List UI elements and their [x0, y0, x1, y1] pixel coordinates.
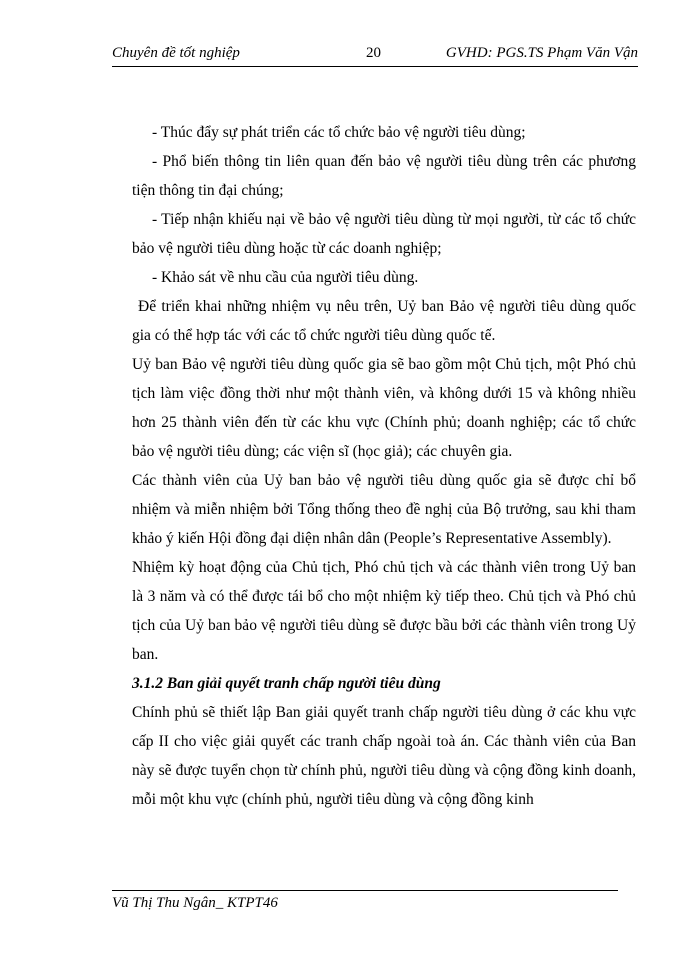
bullet-item: - Phổ biến thông tin liên quan đến bảo vệ người tiêu dùng trên các phương tiện thông tin đại chúng; — [132, 153, 636, 199]
paragraph: Nhiệm kỳ hoạt động của Chủ tịch, Phó chủ tịch và các thành viên trong Uỷ ban là 3 năm và có thể được tái bổ cho một nhiệm kỳ tiếp theo. Chủ tịch và Phó chủ tịch của Uỷ ban bảo vệ người tiêu dùng sẽ được bầu bởi các thành viên trong Uỷ ban. — [132, 559, 636, 663]
page-footer — [112, 890, 618, 912]
bullet-item: - Tiếp nhận khiếu nại về bảo vệ người tiêu dùng từ mọi người, từ các tổ chức bảo vệ người tiêu dùng hoặc từ các doanh nghiệp; — [132, 211, 636, 257]
document-body — [132, 118, 636, 814]
header-document-type: Chuyên đề tốt nghiệp — [112, 45, 240, 61]
paragraph: Chính phủ sẽ thiết lập Ban giải quyết tranh chấp người tiêu dùng ở các khu vực cấp II cho việc giải quyết các tranh chấp ngoài toà án. Các thành viên của Ban này sẽ được tuyển chọn từ chính phủ, người tiêu dùng và cộng đồng kinh doanh, mỗi một khu vực (chính phủ, người tiêu dùng và cộng đồng kinh — [132, 704, 636, 808]
bullet-item: - Khảo sát về nhu cầu của người tiêu dùng. — [152, 269, 419, 286]
section-heading: 3.1.2 Ban giải quyết tranh chấp người tiêu dùng — [132, 675, 441, 692]
paragraph: Để triển khai những nhiệm vụ nêu trên, Uỷ ban Bảo vệ người tiêu dùng quốc gia có thể hợp tác với các tổ chức người tiêu dùng quốc tế. — [132, 298, 636, 344]
footer-author: Vũ Thị Thu Ngân_ KTPT46 — [112, 895, 278, 911]
bullet-item: - Thúc đẩy sự phát triển các tổ chức bảo vệ người tiêu dùng; — [152, 124, 526, 141]
paragraph: Các thành viên của Uỷ ban bảo vệ người tiêu dùng quốc gia sẽ được chỉ bổ nhiệm và miễn nhiệm bởi Tổng thống theo đề nghị của Bộ trưởng, sau khi tham khảo ý kiến Hội đồng đại diện nhân dân (People’s Representative Assembly). — [132, 472, 636, 547]
header-supervisor: GVHD: PGS.TS Phạm Văn Vận — [445, 45, 638, 61]
page-header — [112, 42, 638, 67]
paragraph: Uỷ ban Bảo vệ người tiêu dùng quốc gia sẽ bao gồm một Chủ tịch, một Phó chủ tịch làm việc đồng thời như một thành viên, và không dưới 15 và không nhiều hơn 25 thành viên đến từ các khu vực (Chính phủ; doanh nghiệp; các tổ chức bảo vệ người tiêu dùng; các viện sĩ (học giả); các chuyên gia. — [132, 356, 636, 460]
page-number: 20 — [366, 45, 381, 61]
